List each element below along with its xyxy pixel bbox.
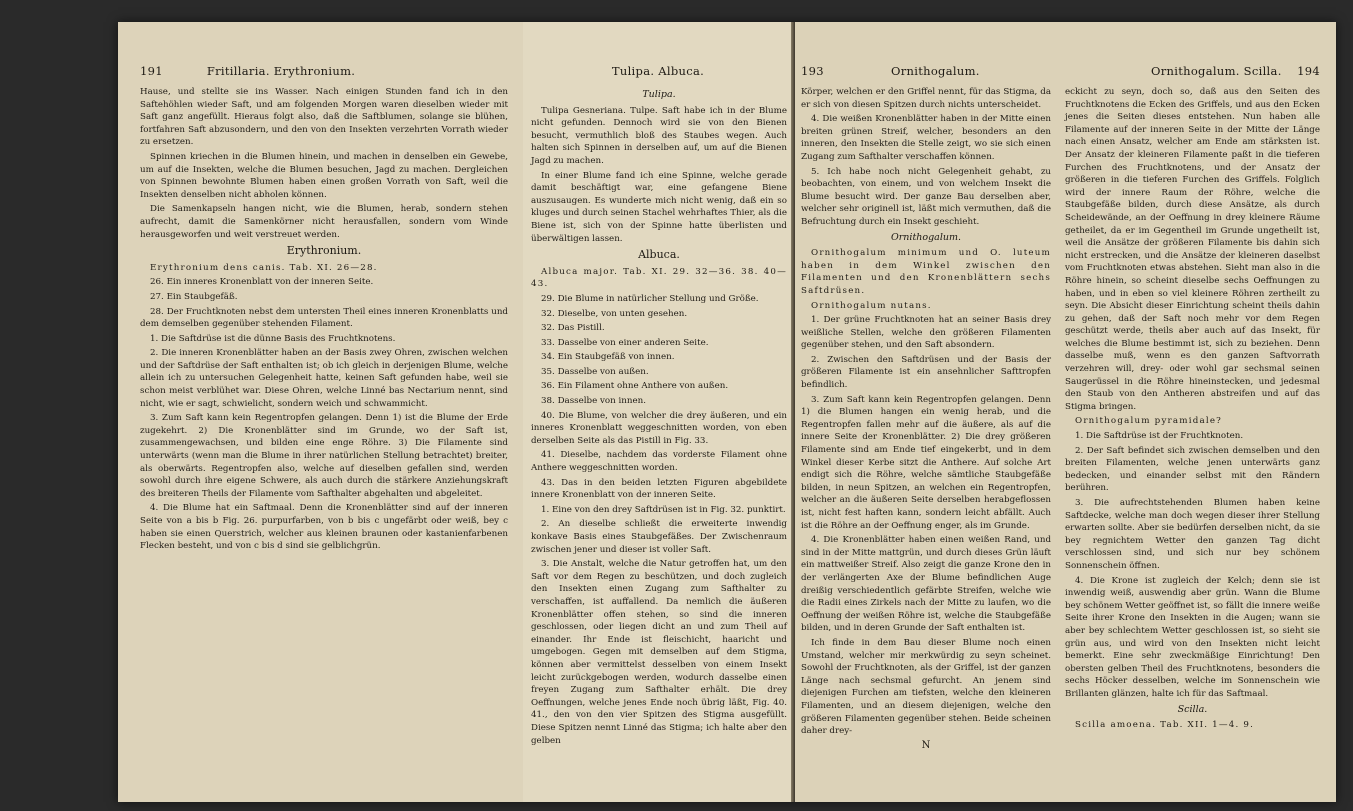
numbered-paragraph: 1. Der grüne Fruchtknoten hat an seiner Basis drey weißliche Stellen, welche den größeren Filamenten gegenüber stehen, und den Saft absondern. xyxy=(801,315,1051,351)
left-page xyxy=(118,22,523,802)
species-line: Albuca major. Tab. XI. 29. 32—36. 38. 40—43. xyxy=(531,266,787,290)
numbered-paragraph: 3. Die aufrechtstehenden Blumen haben keine Saftdecke, welche man doch wegen dieser ihrer Stellung erwarten sollte. Aber sie bedürfen derselben nicht, da sie bey regnichtem Wetter den ganzen Tag dicht verschlossen sind, und sich nur bey schönem Sonnenschein öffnen. xyxy=(1065,498,1320,571)
middle-page xyxy=(523,22,795,802)
species-line: Erythronium dens canis. Tab. XI. 26—28. xyxy=(150,262,378,273)
paragraph: 5. Ich habe noch nicht Gelegenheit gehabt, zu beobachten, von einem, und von welchem Insekt die Blume besucht wird. Der ganze Bau derselben aber, welcher sehr originell ist, läßt mich vermuthen, daß die Befruchtung durch ein Insekt geschieht. xyxy=(801,166,1051,227)
numbered-paragraph: 1. Die Saftdrüse ist der Fruchtknoten. xyxy=(1075,431,1244,442)
figure-item: 40. Die Blume, von welcher die drey äußeren, und ein inneres Kronenblatt weggeschnitten worden, von eben derselben Seite als das Pistill in Fig. 33. xyxy=(531,410,787,446)
signature-mark: N xyxy=(921,739,931,751)
middle-text-column xyxy=(531,86,787,749)
right-column-2 xyxy=(1065,86,1320,734)
figure-item: 36. Ein Filament ohne Anthere von außen. xyxy=(541,381,729,392)
figure-item: 41. Dieselbe, nachdem das vorderste Filament ohne Anthere weggeschnitten worden. xyxy=(531,450,787,474)
right-left-head-title: Ornithogalum. xyxy=(891,64,980,78)
section-title: Erythronium. xyxy=(286,244,362,258)
numbered-paragraph: 4. Die Kronenblätter haben einen weißen Rand, und sind in der Mitte mattgrün, und durch dieses Grün läuft ein mattweißer Streif. Also zeigt die ganze Krone den in der verlängerten Axe der Blume befindlichen Auge dreißig verschiedentlich gefärbte Streifen, welche wie die Radii eines Zirkels nach der Mitte zu laufen, wo die Oeffnung der weißen Röhre ist, welche die Staubgefäße bilden, und in deren Grunde der Saft enthalten ist. xyxy=(801,535,1051,634)
numbered-paragraph: 2. An dieselbe schließt die erweiterte inwendig konkave Basis eines Staubgefäßes. Der Zwischenraum zwischen jener und dieser ist voller Saft. xyxy=(531,519,787,555)
section-title: Tulipa. xyxy=(642,89,676,100)
left-running-head xyxy=(140,64,510,78)
numbered-paragraph: 3. Zum Saft kann kein Regentropfen gelangen. Denn 1) die Blumen hangen ein wenig herab, und die Regentropfen fallen mehr auf die äußere, als auf die innere Seite der Kronenblätter. 2) Die drey größeren Filamente sind am Ende tief eingekerbt, und in dem Winkel dieser Kerbe sitzt die Anthere. Auf solche Art endigt sich die Röhre, welche sämtliche Staubgefäße bilden, in neun Spitzen, an welchen ein Regentropfen, welcher an die äußeren Seite derselben herabgeflossen ist, nicht fest haften kann, sondern leicht abfällt. Auch ist die Röhre an der Oeffnung enger, als im Grunde. xyxy=(801,394,1051,531)
book-spread xyxy=(118,22,1336,802)
numbered-paragraph: Ich finde in dem Bau dieser Blume noch einen Umstand, welcher mir merkwürdig zu seyn scheinet. Sowohl der Fruchtknoten, als der Griffel, ist der ganzen Länge nach sechsmal gefurcht. An jenem sind diejenigen Furchen am tiefsten, welche den kleineren Filamenten, und an diesem diejenigen, welche den größeren Filamenten gegenüber stehen. Beide scheinen daher drey- xyxy=(801,637,1051,737)
paragraph: In einer Blume fand ich eine Spinne, welche gerade damit beschäftigt war, eine gefangene Biene auszusaugen. Es wunderte mich nicht wenig, daß ein so kluges und durch seinen Stachel wehrhaftes Thier, als die Biene ist, sich von der Spinne hatte überlisten und überwältigen lassen. xyxy=(531,170,787,244)
right-left-page-number: 193 xyxy=(801,64,824,78)
middle-running-head: Tulipa. Albuca. xyxy=(611,64,705,78)
species-line: Tulipa Gesneriana. Tulpe. Saft habe ich in der Blume nicht gefunden. Dennoch wird sie von den Bienen besucht, vermuthlich bloß des Staubes wegen. Auch halten sich Spinnen in derselben auf, um auf die Bienen Jagd zu machen. xyxy=(531,105,787,166)
left-page-number: 191 xyxy=(140,64,163,78)
numbered-paragraph: 4. Die Krone ist zugleich der Kelch; denn sie ist inwendig weiß, auswendig aber grün. Wann die Blume bey schönem Wetter geöffnet ist, so fällt die innere weiße Seite ihrer Krone den Insekten in die Augen; wann sie aber bey schlechtem Wetter geschlossen ist, so sieht sie grün aus, und wird von den Insekten nicht leicht bemerkt. Eine sehr zweckmäßige Einrichtung! Den obersten gelben Theil des Fruchtknotens, besonders die sechs Höcker desselben, welche im Sonnenschein wie Brillanten glänzen, halte ich für das Saftmaal. xyxy=(1065,575,1320,699)
section-title: Ornithogalum. xyxy=(890,231,962,243)
species-line: Ornithogalum pyramidale? xyxy=(1075,416,1223,427)
figure-item: 28. Der Fruchtknoten nebst dem untersten Theil eines inneren Kronenblatts und dem demselben gegenüber stehenden Filament. xyxy=(140,306,508,330)
numbered-paragraph: 3. Zum Saft kann kein Regentropfen gelangen. Denn 1) ist die Blume der Erde zugekehrt. 2) Die Kronenblätter sind im Grunde, wo der Saft ist, zusammengewachsen, und bilden eine enge Röhre. 3) Die Filamente sind unterwärts (wenn man die Blume in ihrer natürlichen Stellung betrachtet) breiter, als oberwärts. Regentropfen also, welche auf dieselben gefallen sind, werden sowohl durch ihre eigene Schwere, als auch durch die stärkere Anziehungskraft des breiteren Theils der Filamente vom Safthalter abgehalten und abgeleitet. xyxy=(140,413,508,499)
numbered-paragraph: 2. Die inneren Kronenblätter haben an der Basis zwey Ohren, zwischen welchen und der Saftdrüse der Saft enthalten ist; ob ich gleich in derjenigen Blume, welche allein ich zu untersuchen Gelegenheit hatte, keinen Saft gefunden habe, weil sie schon meist verblühet war. Diese Ohren, welche Linné bas Nectarium nennt, sind nicht, wie er sagt, schwielicht, sondern weich und schwammicht. xyxy=(140,348,508,409)
figure-item: 27. Ein Staubgefäß. xyxy=(150,291,238,302)
numbered-paragraph: 2. Zwischen den Saftdrüsen und der Basis der größeren Filamente ist ein ansehnlicher Safttropfen befindlich. xyxy=(801,354,1051,391)
species-line: Ornithogalum minimum und O. luteum haben in dem Winkel zwischen den Filamenten und den Kronenblättern sechs Saftdrüsen. xyxy=(801,248,1051,296)
figure-item: 34. Ein Staubgefäß von innen. xyxy=(541,352,675,363)
figure-item: 38. Dasselbe von innen. xyxy=(541,396,646,407)
numbered-paragraph: 2. Der Saft befindet sich zwischen demselben und den breiten Filamenten, welche jenen unterwärts ganz bedecken, und einander selbst mit den Rändern berühren. xyxy=(1065,445,1320,494)
numbered-paragraph: 1. Eine von den drey Saftdrüsen ist in Fig. 32. punktirt. xyxy=(541,504,786,515)
right-page xyxy=(795,22,1336,802)
figure-item: 33. Dasselbe von einer anderen Seite. xyxy=(541,337,709,348)
species-line: Scilla amoena. Tab. XII. 1—4. 9. xyxy=(1075,720,1255,731)
right-running-head xyxy=(801,64,1326,78)
right-right-head-title: Ornithogalum. Scilla. xyxy=(1151,64,1282,78)
numbered-paragraph: 4. Die Blume hat ein Saftmaal. Denn die Kronenblätter sind auf der inneren Seite von a bis b Fig. 26. purpurfarben, von b bis c ungefärbt oder weiß, bey c haben sie einen Querstrich, welcher aus kleinen braunen oder kastanienfarbenen Flecken besteht, und von c bis d sind sie gelblichgrün. xyxy=(140,503,508,552)
left-text-column xyxy=(140,86,508,555)
left-head-title: Fritillaria. Erythronium. xyxy=(206,64,356,78)
section-title: Albuca. xyxy=(638,248,680,262)
paragraph: Die Samenkapseln hangen nicht, wie die Blumen, herab, sondern stehen aufrecht, damit die Samenkörner nicht herausfallen, sondern vom Winde herausgeworfen und weit verstreuet werden. xyxy=(140,204,508,240)
figure-item: 35. Dasselbe von außen. xyxy=(541,366,649,377)
species-line: Ornithogalum nutans. xyxy=(811,300,932,311)
figure-item: 26. Ein inneres Kronenblatt von der inneren Seite. xyxy=(150,277,374,288)
figure-item: 32. Das Pistill. xyxy=(541,323,605,334)
numbered-paragraph: 3. Die Anstalt, welche die Natur getroffen hat, um den Saft vor dem Regen zu beschützen, und doch zugleich den Insekten einen Zugang zum Safthalter zu verschaffen, ist auffallend. Da nemlich die äußeren Kronenblätter offen stehen, so sind die inneren geschlossen, oder liegen dicht an und zum Theil auf einander. Ihr Ende ist fleischicht, haaricht und umgebogen. Gegen mit demselben auf dem Stigma, können aber vermittelst desselben von einem Insekt leicht zurückgebogen werden, wodurch dasselbe einen freyen Zugang zum Safthalter erhält. Die drey Oeffnungen, welche jenes Ende noch übrig läßt, Fig. 40. 41., den von den vier Spitzen des Stigma ausgefüllt. Diese Spitzen nennt Linné das Stigma; ich halte aber den gelben xyxy=(531,559,787,746)
right-page-number: 194 xyxy=(1297,64,1320,78)
paragraph: eckicht zu seyn, doch so, daß aus den Seiten des Fruchtknotens die Ecken des Griffels, und aus den Ecken jenes die Seiten dieses entstehen. Nun haben alle Filamente auf der inneren Seite in der Mitte der Länge nach einen Ansatz, welcher am Ende am stärksten ist. Der Ansatz der kleineren Filamente paßt in die tieferen Furchen des Fruchtknotens, und der Ansatz der größeren in die tieferen Furchen des Griffels. Folglich wird der innere Raum der Röhre, welche die Staubgefäße bilden, durch diese Ansätze, als durch Scheidewände, an der Oeffnung in drey kleinere Räume getheilet, da er im Gegentheil im Grunde ungetheilt ist, weil die Ansätze der größeren Filamente bis dahin sich nicht erstrecken, und die Ansätze der kleineren daselbst vom Fruchtknoten etwas abstehen. Sieht man also in die Röhre hinein, so scheint dieselbe sechs Oeffnungen zu haben, und in eben so viel kleinere Röhren zertheilt zu seyn. Die Absicht dieser Einrichtung scheint theils dahin zu gehen, daß der Saft noch mehr vor dem Regen geschützt werde, theils aber auch auf das Insekt, für welches die Blume bestimmt ist, sich zu beziehen. Denn dasselbe muß, wenn es den ganzen Saftvorrath verzehren will, drey- oder wohl gar sechsmal seinen Saugerüssel in die Röhre hineinstecken, und jedesmal den Staub von den Antheren abstreifen und auf das Stigma bringen. xyxy=(1065,87,1320,412)
paragraph: Körper, welchen er den Griffel nennt, für das Stigma, da er sich von diesen Spitzen durch nichts unterscheidet. xyxy=(801,87,1051,110)
section-title: Scilla. xyxy=(1177,703,1208,715)
paragraph: 4. Die weißen Kronenblätter haben in der Mitte einen breiten grünen Streif, welcher, besonders an den inneren, den Insekten die Stelle zeigt, wo sie sich einen Zugang zum Safthalter verschaffen können. xyxy=(801,114,1051,162)
figure-item: 32. Dieselbe, von unten gesehen. xyxy=(541,308,688,319)
right-column-1 xyxy=(801,86,1051,752)
paragraph: Hause, und stellte sie ins Wasser. Nach einigen Stunden fand ich in den Saftehöhlen wieder Saft, und am folgenden Morgen waren dieselben wieder mit Saft ganz angefüllt. Hieraus folgt also, daß die Saftblumen, solange sie blühen, fortfahren Saft abzusondern, und den von den Insekten verzehrten Vorrath wieder zu ersetzen. xyxy=(140,87,508,148)
paragraph: Spinnen kriechen in die Blumen hinein, und machen in denselben ein Gewebe, um auf die Insekten, welche die Blumen besuchen, Jagd zu machen. Dergleichen von Spinnen bewohnte Blumen haben einen großen Vorrath von Saft, weil die Insekten denselben nicht abholen können. xyxy=(140,151,508,200)
numbered-paragraph: 1. Die Saftdrüse ist die dünne Basis des Fruchtknotens. xyxy=(150,333,396,344)
figure-item: 29. Die Blume in natürlicher Stellung und Größe. xyxy=(541,293,759,304)
figure-item: 43. Das in den beiden letzten Figuren abgebildete innere Kronenblatt von der inneren Seite. xyxy=(531,477,787,501)
